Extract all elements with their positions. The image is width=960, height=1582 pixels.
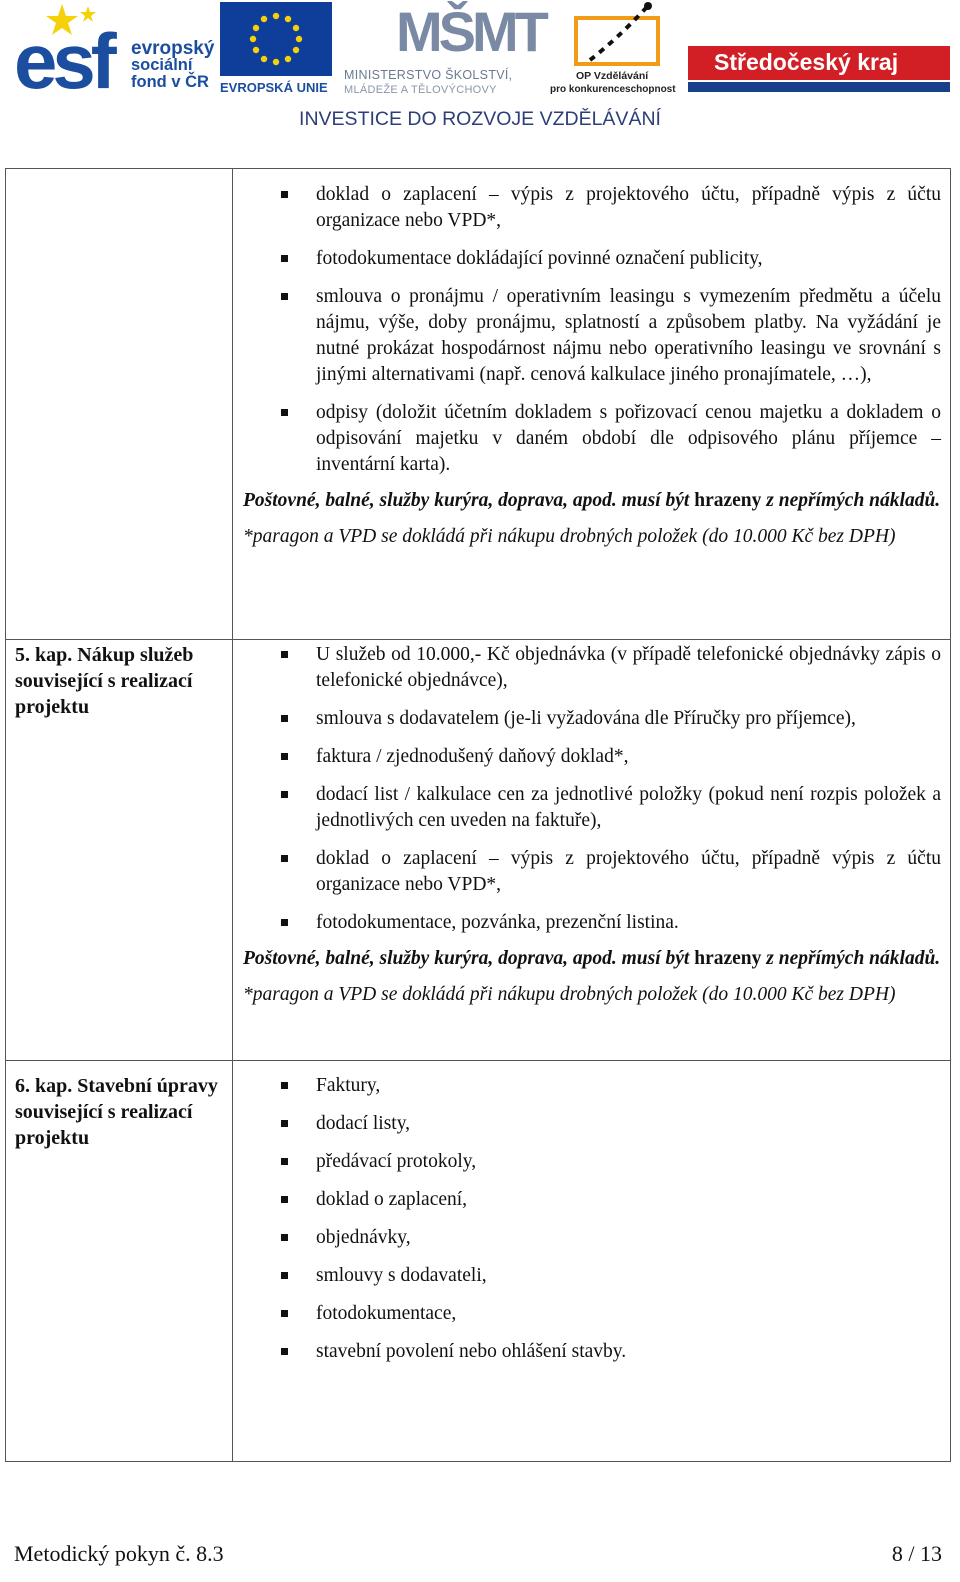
footnote: *paragon a VPD se dokládá při nákupu drobných položek (do 10.000 Kč bez DPH) [243, 984, 896, 1005]
list-item: doklad o zaplacení, [243, 1187, 941, 1213]
list-item: objednávky, [243, 1225, 941, 1251]
list-item: fotodokumentace, pozvánka, prezenční listina. [243, 910, 941, 936]
kraj-bar [688, 82, 950, 92]
note-part-a: Poštovné, balné, služby kurýra, doprava, apod. musí být [243, 490, 690, 511]
section5-title: 5. kap. Nákup služeb související s realizací projektu [15, 644, 194, 718]
row-divider-1 [6, 639, 950, 640]
column-divider [232, 169, 233, 1461]
note-part-b: hrazeny [694, 948, 762, 969]
list-item: dodací listy, [243, 1111, 941, 1137]
list-item: smlouvy s dodavateli, [243, 1263, 941, 1289]
eu-flag-icon [220, 2, 332, 76]
msmt-logo [344, 2, 544, 98]
note-part-c: z nepřímých nákladů. [766, 948, 941, 969]
opvk-line1: OP Vzdělávání [576, 70, 649, 82]
list-item: doklad o zaplacení – výpis z projektového účtu, případně výpis z účtu organizace nebo VPD*, [243, 182, 941, 234]
esf-text [131, 40, 214, 91]
list-item: Faktury, [243, 1073, 941, 1099]
list-item: U služeb od 10.000,- Kč objednávka (v případě telefonické objednávky zápis o telefonické objednávce), [243, 642, 941, 694]
footer-document-name: Metodický pokyn č. 8.3 [14, 1541, 224, 1566]
msmt-line1: MINISTERSTVO ŠKOLSTVÍ, [344, 68, 513, 82]
msmt-mark: MŠMT [396, 0, 545, 63]
requirements-table [5, 168, 951, 1462]
esf-line2: sociální [131, 56, 193, 74]
list-item: smlouva o pronájmu / operativním leasingu s vymezením předmětu a účelu nájmu, výše, doby pronájmu, splatností a způsobem platby. Na vyžádání je nutné prokázat hospodárnost nájmu nebo operativního leasingu ve srovnání s jinými alternativami (např. cenová kalkulace jiného pronajímatele, …), [243, 284, 941, 388]
section5-content [243, 642, 941, 1008]
slogan: INVESTICE DO ROZVOJE VZDĚLÁVÁNÍ [299, 108, 661, 130]
opvk-logo [550, 0, 682, 98]
list-item: stavební povolení nebo ohlášení stavby. [243, 1339, 941, 1365]
section-prev-content [243, 182, 941, 550]
indirect-costs-note [243, 488, 941, 514]
stredocesky-kraj-logo [688, 46, 950, 96]
section6-title: 6. kap. Stavební úpravy související s realizací projektu [15, 1075, 218, 1149]
list-item: smlouva s dodavatelem (je-li vyžadována dle Příručky pro příjemce), [243, 706, 941, 732]
esf-mark: esf [14, 17, 112, 105]
footer-page-number: 8 / 13 [891, 1541, 942, 1566]
note-part-a: Poštovné, balné, služby kurýra, doprava, apod. musí být [243, 948, 690, 969]
note-part-b: hrazeny [694, 490, 762, 511]
list-item: fotodokumentace dokládající povinné označení publicity, [243, 246, 941, 272]
note-part-c: z nepřímých nákladů. [766, 490, 941, 511]
opvk-mark-icon [550, 0, 682, 70]
list-item: předávací protokoly, [243, 1149, 941, 1175]
list-item: dodací list / kalkulace cen za jednotlivé položky (pokud není rozpis položek a jednotlivých cen uveden na faktuře), [243, 782, 941, 834]
list-item: doklad o zaplacení – výpis z projektového účtu, případně výpis z účtu organizace nebo VPD*, [243, 846, 941, 898]
eu-logo [220, 2, 335, 96]
msmt-line2: MLÁDEŽE A TĚLOVÝCHOVY [344, 84, 497, 96]
row-divider-2 [6, 1060, 950, 1061]
eu-label: EVROPSKÁ UNIE [220, 80, 328, 95]
indirect-costs-note [243, 946, 941, 972]
kraj-label: Středočeský kraj [714, 49, 899, 75]
opvk-line2: pro konkurenceschopnost [550, 84, 676, 95]
header-logos [0, 0, 960, 140]
esf-line1: evropský [131, 38, 215, 59]
list-item: faktura / zjednodušený daňový doklad*, [243, 744, 941, 770]
footnote: *paragon a VPD se dokládá při nákupu drobných položek (do 10.000 Kč bez DPH) [243, 526, 896, 547]
list-item: fotodokumentace, [243, 1301, 941, 1327]
esf-logo [14, 0, 215, 105]
list-item: odpisy (doložit účetním dokladem s pořizovací cenou majetku a dokladem o odpisování majetku v daném období dle odpisového plánu příjemce – inventární karta). [243, 400, 941, 478]
esf-line3: fond v ČR [131, 73, 209, 91]
section6-content [243, 1073, 941, 1365]
